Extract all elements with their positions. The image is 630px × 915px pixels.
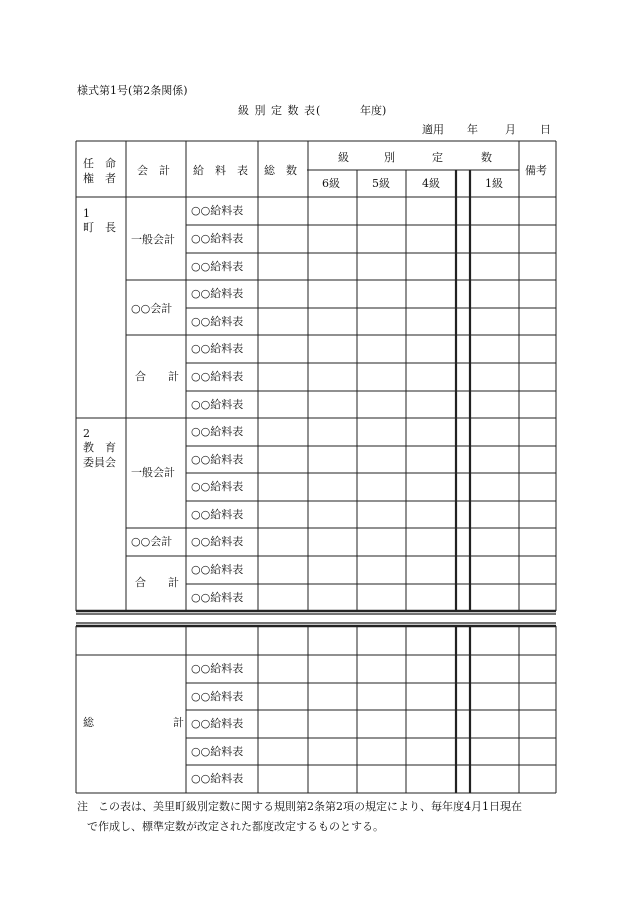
salary-table-label: ○○給料表 [191, 315, 244, 328]
table-title-year: 年度) [360, 104, 387, 117]
salary-table-label: ○○給料表 [191, 453, 244, 466]
applied-month: 月 [505, 123, 516, 136]
header-salary-table: 給 料 表 [193, 164, 248, 177]
salary-table-label: ○○給料表 [191, 370, 244, 383]
section-1-name: 町 長 [83, 221, 116, 234]
header-accounting: 会 計 [137, 164, 170, 177]
salary-table-label: ○○給料表 [191, 717, 244, 730]
note-line-1: この表は、美里町級別定数に関する規則第2条第2項の規定により、毎年度4月1日現在 [98, 800, 522, 813]
section-2-number: 2 [83, 427, 90, 440]
applied-year: 年 [467, 123, 478, 136]
header-grade-3: 定 [432, 151, 443, 164]
accounting-other-2: ○○会計 [131, 535, 173, 548]
table-title: 級 別 定 数 表( [238, 104, 322, 117]
grand-total-label: 総 [83, 716, 94, 729]
accounting-total-1: 合 計 [135, 370, 179, 383]
salary-table-label: ○○給料表 [191, 772, 244, 785]
section-2-name-2: 委員会 [83, 456, 116, 469]
salary-table-label: ○○給料表 [191, 508, 244, 521]
grand-total-label-2: 計 [173, 716, 184, 729]
note-line-2: で作成し、標準定数が改定された都度改定するものとする。 [87, 820, 384, 833]
header-grade-4: 数 [481, 151, 492, 164]
header-g5: 5級 [372, 177, 390, 190]
header-g6: 6級 [322, 177, 340, 190]
section-1-number: 1 [83, 207, 90, 220]
salary-table-label: ○○給料表 [191, 535, 244, 548]
salary-table-label: ○○給料表 [191, 690, 244, 703]
section-2-name-1: 教 育 [83, 441, 116, 454]
salary-table-label: ○○給料表 [191, 662, 244, 675]
salary-table-label: ○○給料表 [191, 232, 244, 245]
applied-label: 適用 [422, 123, 444, 136]
salary-table-label: ○○給料表 [191, 342, 244, 355]
header-total-count: 総 数 [264, 164, 297, 177]
salary-table-label: ○○給料表 [191, 260, 244, 273]
header-grade-1: 級 [338, 151, 349, 164]
salary-table-label: ○○給料表 [191, 287, 244, 300]
form-number: 様式第1号(第2条関係) [77, 84, 188, 97]
salary-table-label: ○○給料表 [191, 591, 244, 604]
salary-table-label: ○○給料表 [191, 204, 244, 217]
accounting-total-2: 合 計 [135, 576, 179, 589]
accounting-general-2: 一般会計 [131, 466, 175, 479]
note-mark: 注 [77, 800, 88, 813]
salary-table-label: ○○給料表 [191, 745, 244, 758]
header-grade-2: 別 [384, 151, 395, 164]
applied-day: 日 [540, 123, 551, 136]
salary-table-label: ○○給料表 [191, 563, 244, 576]
accounting-other-1: ○○会計 [131, 302, 173, 315]
salary-table-label: ○○給料表 [191, 398, 244, 411]
header-appointer-2: 権 者 [83, 172, 116, 185]
header-g1: 1級 [485, 177, 503, 190]
header-g4: 4級 [422, 177, 440, 190]
header-appointer-1: 任 命 [83, 157, 116, 170]
salary-table-label: ○○給料表 [191, 480, 244, 493]
header-remarks: 備考 [525, 164, 547, 177]
salary-table-label: ○○給料表 [191, 425, 244, 438]
accounting-general-1: 一般会計 [131, 233, 175, 246]
